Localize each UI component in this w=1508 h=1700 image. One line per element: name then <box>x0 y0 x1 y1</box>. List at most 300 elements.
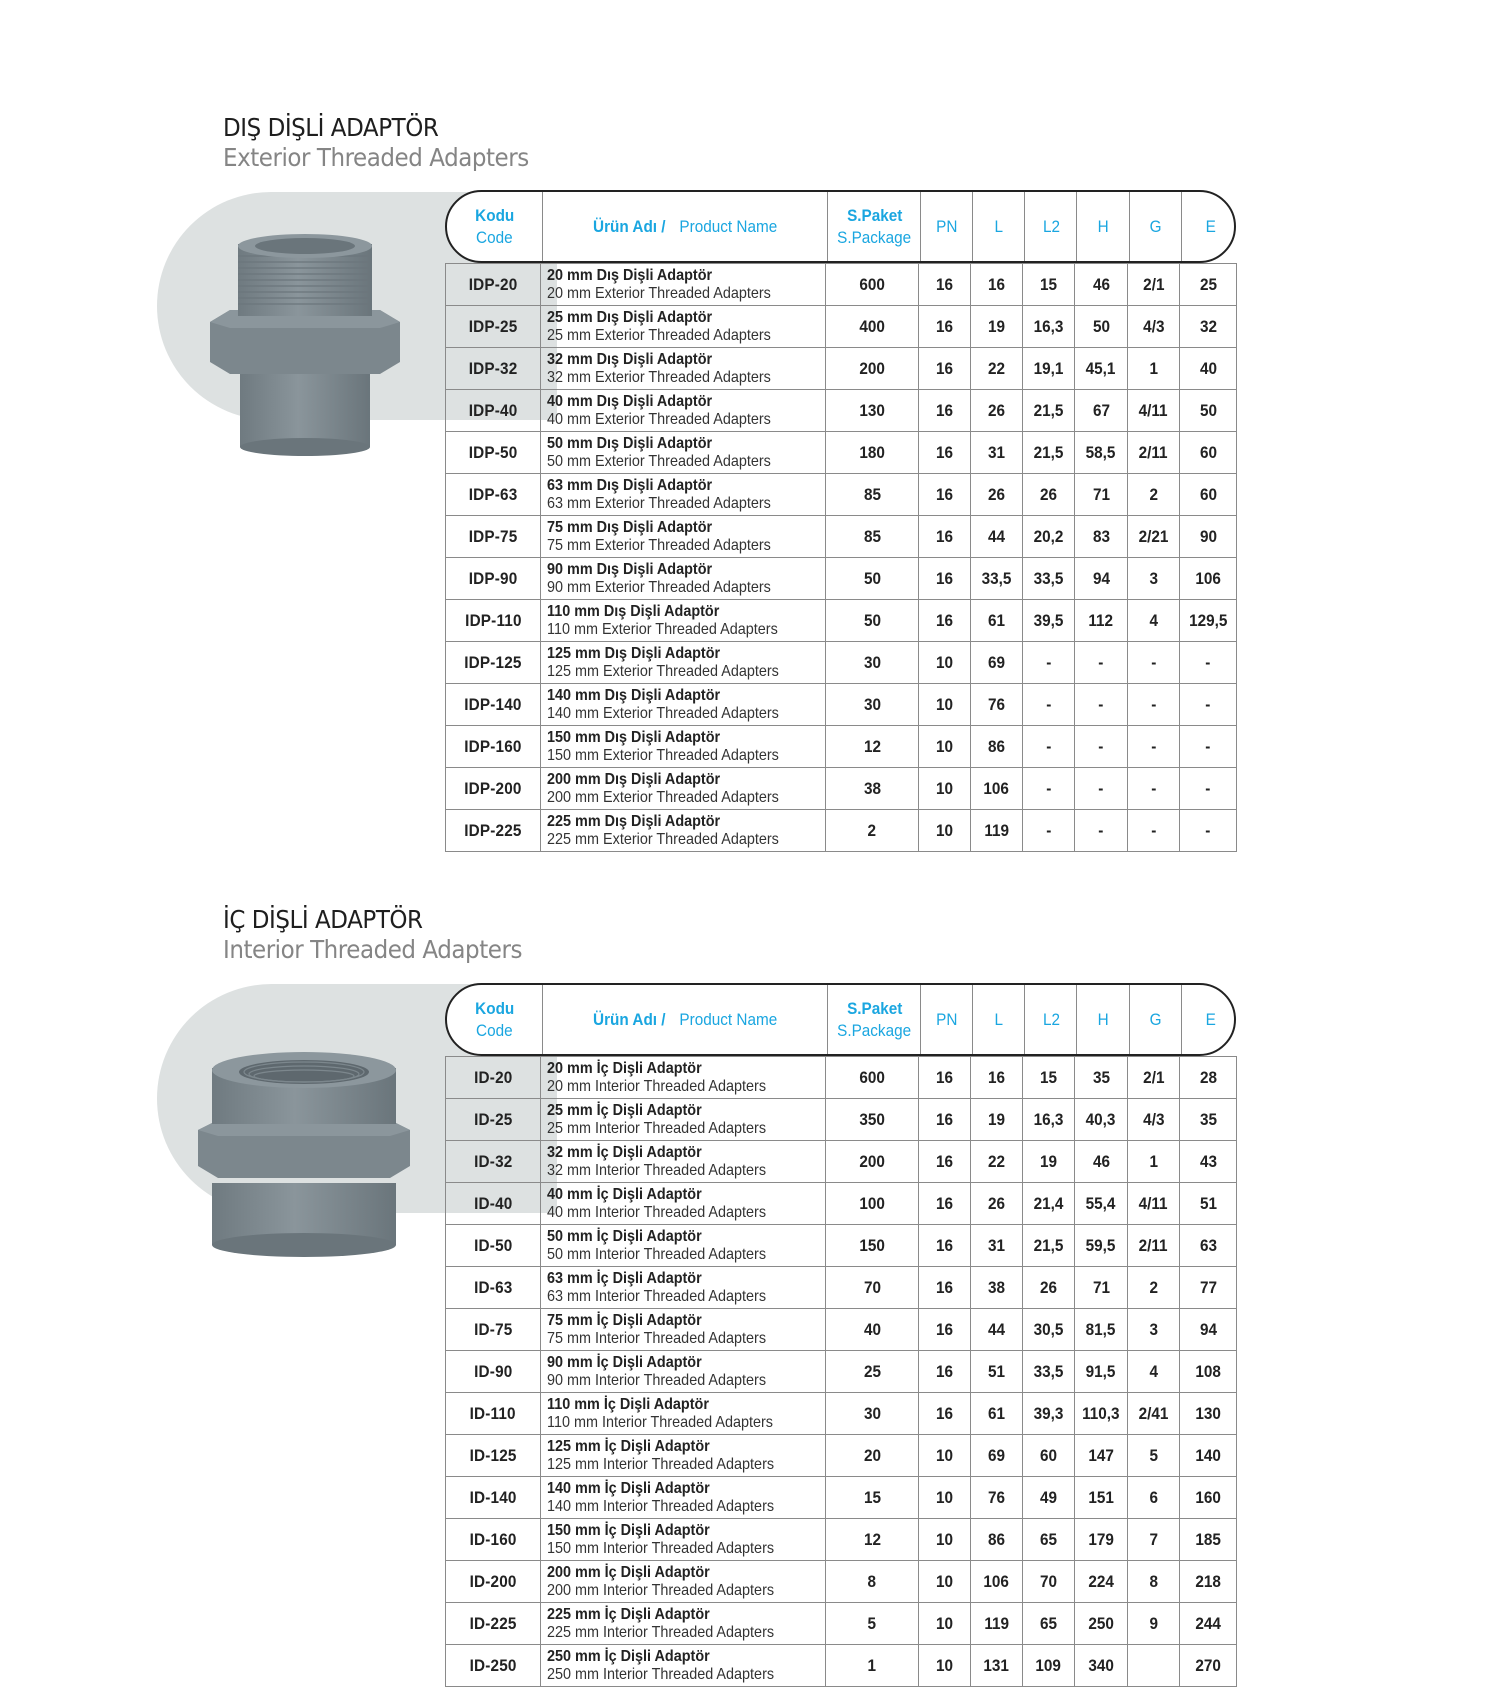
header-g <box>1129 985 1182 1054</box>
package-cell <box>826 516 919 558</box>
h-value: 45,1 <box>1086 358 1116 378</box>
e-cell <box>1180 1561 1237 1603</box>
table-row <box>446 768 1237 810</box>
e-cell <box>1180 1225 1237 1267</box>
l2-value: 33,5 <box>1033 568 1064 588</box>
table-row <box>446 1519 1237 1561</box>
package-value: 85 <box>863 484 881 504</box>
l-value: 61 <box>987 1403 1006 1423</box>
e-value: 28 <box>1199 1067 1217 1087</box>
product-code-cell <box>446 474 541 516</box>
table-row <box>446 1099 1237 1141</box>
package-cell <box>826 474 919 516</box>
g-value: 2 <box>1149 1277 1158 1297</box>
e-cell <box>1180 1183 1237 1225</box>
table-row <box>446 1603 1237 1645</box>
package-cell <box>826 558 919 600</box>
product-name-en: 75 mm Exterior Threaded Adapters <box>547 536 771 554</box>
table-row <box>446 1267 1237 1309</box>
header-g-label: G <box>1150 1009 1162 1029</box>
package-value: 130 <box>859 400 885 420</box>
l2-cell <box>1023 264 1075 306</box>
g-cell <box>1128 1225 1180 1267</box>
product-name-cell <box>541 306 826 348</box>
product-code-cell <box>446 1267 541 1309</box>
h-cell <box>1075 1225 1128 1267</box>
pn-value: 16 <box>935 274 954 294</box>
h-value: 179 <box>1088 1529 1114 1549</box>
product-name-tr: 25 mm Dış Dişli Adaptör <box>547 308 713 326</box>
l2-cell <box>1023 1225 1075 1267</box>
product-name-cell <box>541 348 826 390</box>
header-l-label: L <box>994 216 1004 236</box>
product-code: IDP-160 <box>464 736 522 756</box>
l-value: 33,5 <box>981 568 1012 588</box>
g-value: - <box>1150 694 1157 714</box>
product-name-en: 90 mm Exterior Threaded Adapters <box>547 578 771 596</box>
pn-value: 10 <box>935 736 954 756</box>
l2-value: 20,2 <box>1033 526 1064 546</box>
header-code <box>447 192 542 261</box>
product-name-tr: 20 mm Dış Dişli Adaptör <box>547 266 713 284</box>
product-name-en: 250 mm Interior Threaded Adapters <box>547 1665 775 1683</box>
header-l2-label: L2 <box>1042 1009 1060 1029</box>
l2-value: 70 <box>1039 1571 1058 1591</box>
l-cell <box>971 600 1023 642</box>
pn-cell <box>919 1267 971 1309</box>
l-cell <box>971 348 1023 390</box>
product-name-tr: 225 mm İç Dişli Adaptör <box>547 1605 710 1623</box>
e-value: 160 <box>1195 1487 1221 1507</box>
product-code: IDP-90 <box>468 568 518 588</box>
g-cell <box>1128 1057 1180 1099</box>
product-code: ID-125 <box>469 1445 517 1465</box>
e-value: 270 <box>1195 1655 1221 1675</box>
table-row <box>446 1309 1237 1351</box>
pn-cell <box>919 1435 971 1477</box>
e-value: 244 <box>1195 1613 1221 1633</box>
product-code: IDP-20 <box>468 274 518 294</box>
l-cell <box>971 516 1023 558</box>
header-pn <box>920 985 973 1054</box>
l2-value: 19,1 <box>1033 358 1064 378</box>
product-name-en: 50 mm Exterior Threaded Adapters <box>547 452 771 470</box>
package-value: 15 <box>863 1487 881 1507</box>
pn-cell <box>919 1561 971 1603</box>
g-cell <box>1128 306 1180 348</box>
package-value: 150 <box>859 1235 885 1255</box>
e-cell <box>1180 1309 1237 1351</box>
header-e-label: E <box>1205 1009 1216 1029</box>
package-value: 50 <box>863 610 881 630</box>
product-name-cell <box>541 1645 826 1687</box>
package-value: 180 <box>859 442 885 462</box>
l2-cell <box>1023 1477 1075 1519</box>
package-cell <box>826 1351 919 1393</box>
product-code: IDP-140 <box>464 694 522 714</box>
product-code-cell <box>446 1183 541 1225</box>
product-code-cell <box>446 1351 541 1393</box>
header-pn-label: PN <box>936 216 958 236</box>
interior-adapters-table <box>445 1056 1237 1687</box>
g-value: 2/11 <box>1139 442 1168 462</box>
pn-cell <box>919 1477 971 1519</box>
product-name-en: 63 mm Interior Threaded Adapters <box>547 1287 767 1305</box>
package-cell <box>826 1183 919 1225</box>
product-name-en: 110 mm Interior Threaded Adapters <box>547 1413 773 1431</box>
l-cell <box>971 1309 1023 1351</box>
h-value: 83 <box>1092 526 1110 546</box>
product-code: ID-75 <box>473 1319 513 1339</box>
e-value: - <box>1205 778 1211 798</box>
package-value: 40 <box>863 1319 881 1339</box>
l2-cell <box>1023 1561 1075 1603</box>
package-cell <box>826 1057 919 1099</box>
h-cell <box>1075 432 1128 474</box>
l-value: 19 <box>987 1109 1006 1129</box>
h-cell <box>1075 726 1128 768</box>
g-cell <box>1128 348 1180 390</box>
product-code-cell <box>446 264 541 306</box>
l-value: 16 <box>987 274 1006 294</box>
h-value: 250 <box>1088 1613 1114 1633</box>
g-cell <box>1128 1267 1180 1309</box>
pn-value: 10 <box>935 1529 954 1549</box>
header-l2-label: L2 <box>1042 216 1060 236</box>
g-value: 4 <box>1149 610 1158 630</box>
pn-cell <box>919 1183 971 1225</box>
g-cell <box>1128 1477 1180 1519</box>
h-value: 94 <box>1092 568 1110 588</box>
header-name-en: Product Name <box>679 216 778 236</box>
package-cell <box>826 1393 919 1435</box>
pn-cell <box>919 474 971 516</box>
h-cell <box>1075 1099 1128 1141</box>
g-value: 4/3 <box>1142 1109 1165 1129</box>
h-cell <box>1075 642 1128 684</box>
pn-cell <box>919 1519 971 1561</box>
product-code-cell <box>446 1099 541 1141</box>
header-package <box>827 192 921 261</box>
table-row <box>446 810 1237 852</box>
header-name-en: Product Name <box>679 1009 778 1029</box>
product-name-en: 20 mm Exterior Threaded Adapters <box>547 284 771 302</box>
header-name-tr: Ürün Adı / <box>592 216 666 236</box>
package-value: 600 <box>859 274 885 294</box>
header-pack-en: S.Package <box>837 227 912 247</box>
product-name-cell <box>541 810 826 852</box>
package-cell <box>826 1225 919 1267</box>
l-cell <box>971 1057 1023 1099</box>
e-value: - <box>1205 820 1211 840</box>
package-cell <box>826 1435 919 1477</box>
g-value: 1 <box>1149 1151 1158 1171</box>
pn-cell <box>919 1603 971 1645</box>
product-code: IDP-75 <box>468 526 518 546</box>
package-value: 8 <box>867 1571 877 1591</box>
l-value: 26 <box>987 1193 1006 1213</box>
h-cell <box>1075 516 1128 558</box>
g-value: 2/1 <box>1142 1067 1165 1087</box>
header-code-en: Code <box>476 1020 513 1040</box>
g-value: - <box>1150 736 1157 756</box>
table-row <box>446 516 1237 558</box>
l2-value: 65 <box>1039 1529 1058 1549</box>
l-cell <box>971 1225 1023 1267</box>
l-value: 22 <box>987 1151 1006 1171</box>
product-name-cell <box>541 1435 826 1477</box>
product-name-cell <box>541 1183 826 1225</box>
product-code-cell <box>446 1477 541 1519</box>
l2-cell <box>1023 1309 1075 1351</box>
product-code-cell <box>446 348 541 390</box>
pn-value: 10 <box>935 1571 954 1591</box>
package-cell <box>826 1141 919 1183</box>
exterior-adapters-table <box>445 263 1237 852</box>
g-cell <box>1128 1561 1180 1603</box>
pn-cell <box>919 1141 971 1183</box>
product-name-en: 110 mm Exterior Threaded Adapters <box>547 620 778 638</box>
e-cell <box>1180 1393 1237 1435</box>
product-name-tr: 140 mm Dış Dişli Adaptör <box>547 686 721 704</box>
e-value: 35 <box>1199 1109 1217 1129</box>
l-cell <box>971 558 1023 600</box>
e-cell <box>1180 810 1237 852</box>
e-cell <box>1180 1519 1237 1561</box>
product-name-tr: 20 mm İç Dişli Adaptör <box>547 1059 702 1077</box>
header-pack-tr: S.Paket <box>846 205 903 225</box>
product-name-tr: 75 mm İç Dişli Adaptör <box>547 1311 702 1329</box>
l-value: 106 <box>983 1571 1010 1591</box>
product-name-tr: 200 mm İç Dişli Adaptör <box>547 1563 710 1581</box>
header-code-tr: Kodu <box>474 998 515 1018</box>
table-row <box>446 1645 1237 1687</box>
h-value: 50 <box>1092 316 1110 336</box>
g-cell <box>1128 558 1180 600</box>
g-cell <box>1128 726 1180 768</box>
h-value: 67 <box>1092 400 1110 420</box>
product-name-en: 225 mm Exterior Threaded Adapters <box>547 830 779 848</box>
package-cell <box>826 348 919 390</box>
pn-value: 16 <box>935 1403 954 1423</box>
product-code: ID-63 <box>473 1277 513 1297</box>
package-cell <box>826 1561 919 1603</box>
pn-value: 10 <box>935 1445 954 1465</box>
section-subtitle: Interior Threaded Adapters <box>223 935 522 964</box>
package-cell <box>826 600 919 642</box>
g-value: 3 <box>1149 568 1158 588</box>
h-cell <box>1075 1393 1128 1435</box>
section-title: DIŞ DİŞLİ ADAPTÖR <box>223 113 439 142</box>
e-cell <box>1180 642 1237 684</box>
pn-value: 10 <box>935 1655 954 1675</box>
product-name-en: 200 mm Interior Threaded Adapters <box>547 1581 775 1599</box>
pn-value: 10 <box>935 1613 954 1633</box>
h-value: 55,4 <box>1086 1193 1116 1213</box>
pn-value: 16 <box>935 1319 954 1339</box>
table-row <box>446 348 1237 390</box>
product-name-cell <box>541 516 826 558</box>
product-code-cell <box>446 390 541 432</box>
header-pack-en: S.Package <box>837 1020 912 1040</box>
e-cell <box>1180 306 1237 348</box>
pn-cell <box>919 1645 971 1687</box>
l2-cell <box>1023 1519 1075 1561</box>
header-l <box>972 192 1025 261</box>
g-cell <box>1128 1183 1180 1225</box>
l-cell <box>971 768 1023 810</box>
l2-value: 16,3 <box>1033 1109 1064 1129</box>
e-cell <box>1180 600 1237 642</box>
l2-value: - <box>1045 820 1052 840</box>
h-value: 46 <box>1092 274 1110 294</box>
g-cell <box>1128 432 1180 474</box>
product-code: ID-32 <box>473 1151 513 1171</box>
e-cell <box>1180 390 1237 432</box>
l2-cell <box>1023 1099 1075 1141</box>
e-value: 129,5 <box>1188 610 1228 630</box>
product-name-tr: 200 mm Dış Dişli Adaptör <box>547 770 721 788</box>
e-cell <box>1180 684 1237 726</box>
product-name-tr: 40 mm Dış Dişli Adaptör <box>547 392 713 410</box>
e-value: 43 <box>1199 1151 1217 1171</box>
l2-value: - <box>1045 736 1052 756</box>
product-name-cell <box>541 600 826 642</box>
pn-cell <box>919 810 971 852</box>
e-value: 25 <box>1199 274 1217 294</box>
product-name-cell <box>541 1603 826 1645</box>
g-cell <box>1128 474 1180 516</box>
e-cell <box>1180 1057 1237 1099</box>
l-cell <box>971 432 1023 474</box>
header-l <box>972 985 1025 1054</box>
product-name-cell <box>541 1393 826 1435</box>
l-cell <box>971 1183 1023 1225</box>
pn-cell <box>919 1351 971 1393</box>
header-h <box>1076 985 1130 1054</box>
product-name-en: 75 mm Interior Threaded Adapters <box>547 1329 767 1347</box>
table-header <box>445 983 1236 1056</box>
pn-value: 10 <box>935 778 954 798</box>
product-name-cell <box>541 1141 826 1183</box>
g-cell <box>1128 1435 1180 1477</box>
package-value: 5 <box>867 1613 877 1633</box>
product-code-cell <box>446 1561 541 1603</box>
package-value: 70 <box>863 1277 881 1297</box>
e-cell <box>1180 432 1237 474</box>
l2-cell <box>1023 1393 1075 1435</box>
h-cell <box>1075 1351 1128 1393</box>
l2-cell <box>1023 1603 1075 1645</box>
l-value: 69 <box>987 652 1006 672</box>
product-code: IDP-225 <box>464 820 522 840</box>
header-g-label: G <box>1150 216 1162 236</box>
l-cell <box>971 1477 1023 1519</box>
l2-cell <box>1023 516 1075 558</box>
e-value: 51 <box>1199 1193 1217 1213</box>
l-value: 131 <box>983 1655 1010 1675</box>
e-cell <box>1180 1267 1237 1309</box>
e-value: 32 <box>1199 316 1217 336</box>
l2-value: 33,5 <box>1033 1361 1064 1381</box>
h-cell <box>1075 390 1128 432</box>
e-cell <box>1180 348 1237 390</box>
package-cell <box>826 1645 919 1687</box>
pn-cell <box>919 306 971 348</box>
l-cell <box>971 810 1023 852</box>
l-value: 76 <box>987 1487 1006 1507</box>
h-cell <box>1075 684 1128 726</box>
l-cell <box>971 642 1023 684</box>
table-row <box>446 642 1237 684</box>
product-name-tr: 32 mm İç Dişli Adaptör <box>547 1143 702 1161</box>
g-value: - <box>1150 652 1157 672</box>
package-cell <box>826 264 919 306</box>
product-name-cell <box>541 768 826 810</box>
l-value: 106 <box>983 778 1010 798</box>
e-cell <box>1180 1477 1237 1519</box>
l-value: 86 <box>987 1529 1006 1549</box>
l2-cell <box>1023 642 1075 684</box>
product-name-tr: 90 mm Dış Dişli Adaptör <box>547 560 713 578</box>
h-value: - <box>1098 694 1104 714</box>
product-name-en: 40 mm Interior Threaded Adapters <box>547 1203 767 1221</box>
e-value: 185 <box>1195 1529 1221 1549</box>
product-code: ID-25 <box>473 1109 513 1129</box>
l-cell <box>971 1435 1023 1477</box>
h-cell <box>1075 474 1128 516</box>
l2-cell <box>1023 306 1075 348</box>
l2-value: 30,5 <box>1033 1319 1064 1339</box>
h-cell <box>1075 600 1128 642</box>
l2-value: 60 <box>1039 1445 1058 1465</box>
h-cell <box>1075 1477 1128 1519</box>
product-code: IDP-50 <box>468 442 518 462</box>
e-value: 140 <box>1195 1445 1221 1465</box>
product-code-cell <box>446 516 541 558</box>
l2-value: 26 <box>1039 1277 1058 1297</box>
pn-cell <box>919 1057 971 1099</box>
l2-value: 21,5 <box>1033 400 1064 420</box>
product-name-en: 20 mm Interior Threaded Adapters <box>547 1077 767 1095</box>
pn-cell <box>919 516 971 558</box>
product-name-en: 50 mm Interior Threaded Adapters <box>547 1245 767 1263</box>
product-name-cell <box>541 1309 826 1351</box>
pn-value: 16 <box>935 1361 954 1381</box>
table-row <box>446 600 1237 642</box>
package-cell <box>826 726 919 768</box>
header-h-label: H <box>1097 216 1110 236</box>
product-code-cell <box>446 1225 541 1267</box>
pn-value: 16 <box>935 1277 954 1297</box>
product-name-cell <box>541 1225 826 1267</box>
e-value: 63 <box>1199 1235 1217 1255</box>
pn-value: 16 <box>935 484 954 504</box>
g-cell <box>1128 1393 1180 1435</box>
header-h-label: H <box>1097 1009 1110 1029</box>
h-value: 40,3 <box>1086 1109 1116 1129</box>
e-value: 218 <box>1195 1571 1221 1591</box>
e-value: 60 <box>1199 442 1217 462</box>
product-name-cell <box>541 264 826 306</box>
product-code: IDP-63 <box>468 484 518 504</box>
l2-value: 15 <box>1039 1067 1058 1087</box>
pn-value: 16 <box>935 1193 954 1213</box>
pn-cell <box>919 1309 971 1351</box>
package-value: 2 <box>867 820 877 840</box>
h-value: 91,5 <box>1086 1361 1116 1381</box>
header-product-name <box>542 985 828 1054</box>
